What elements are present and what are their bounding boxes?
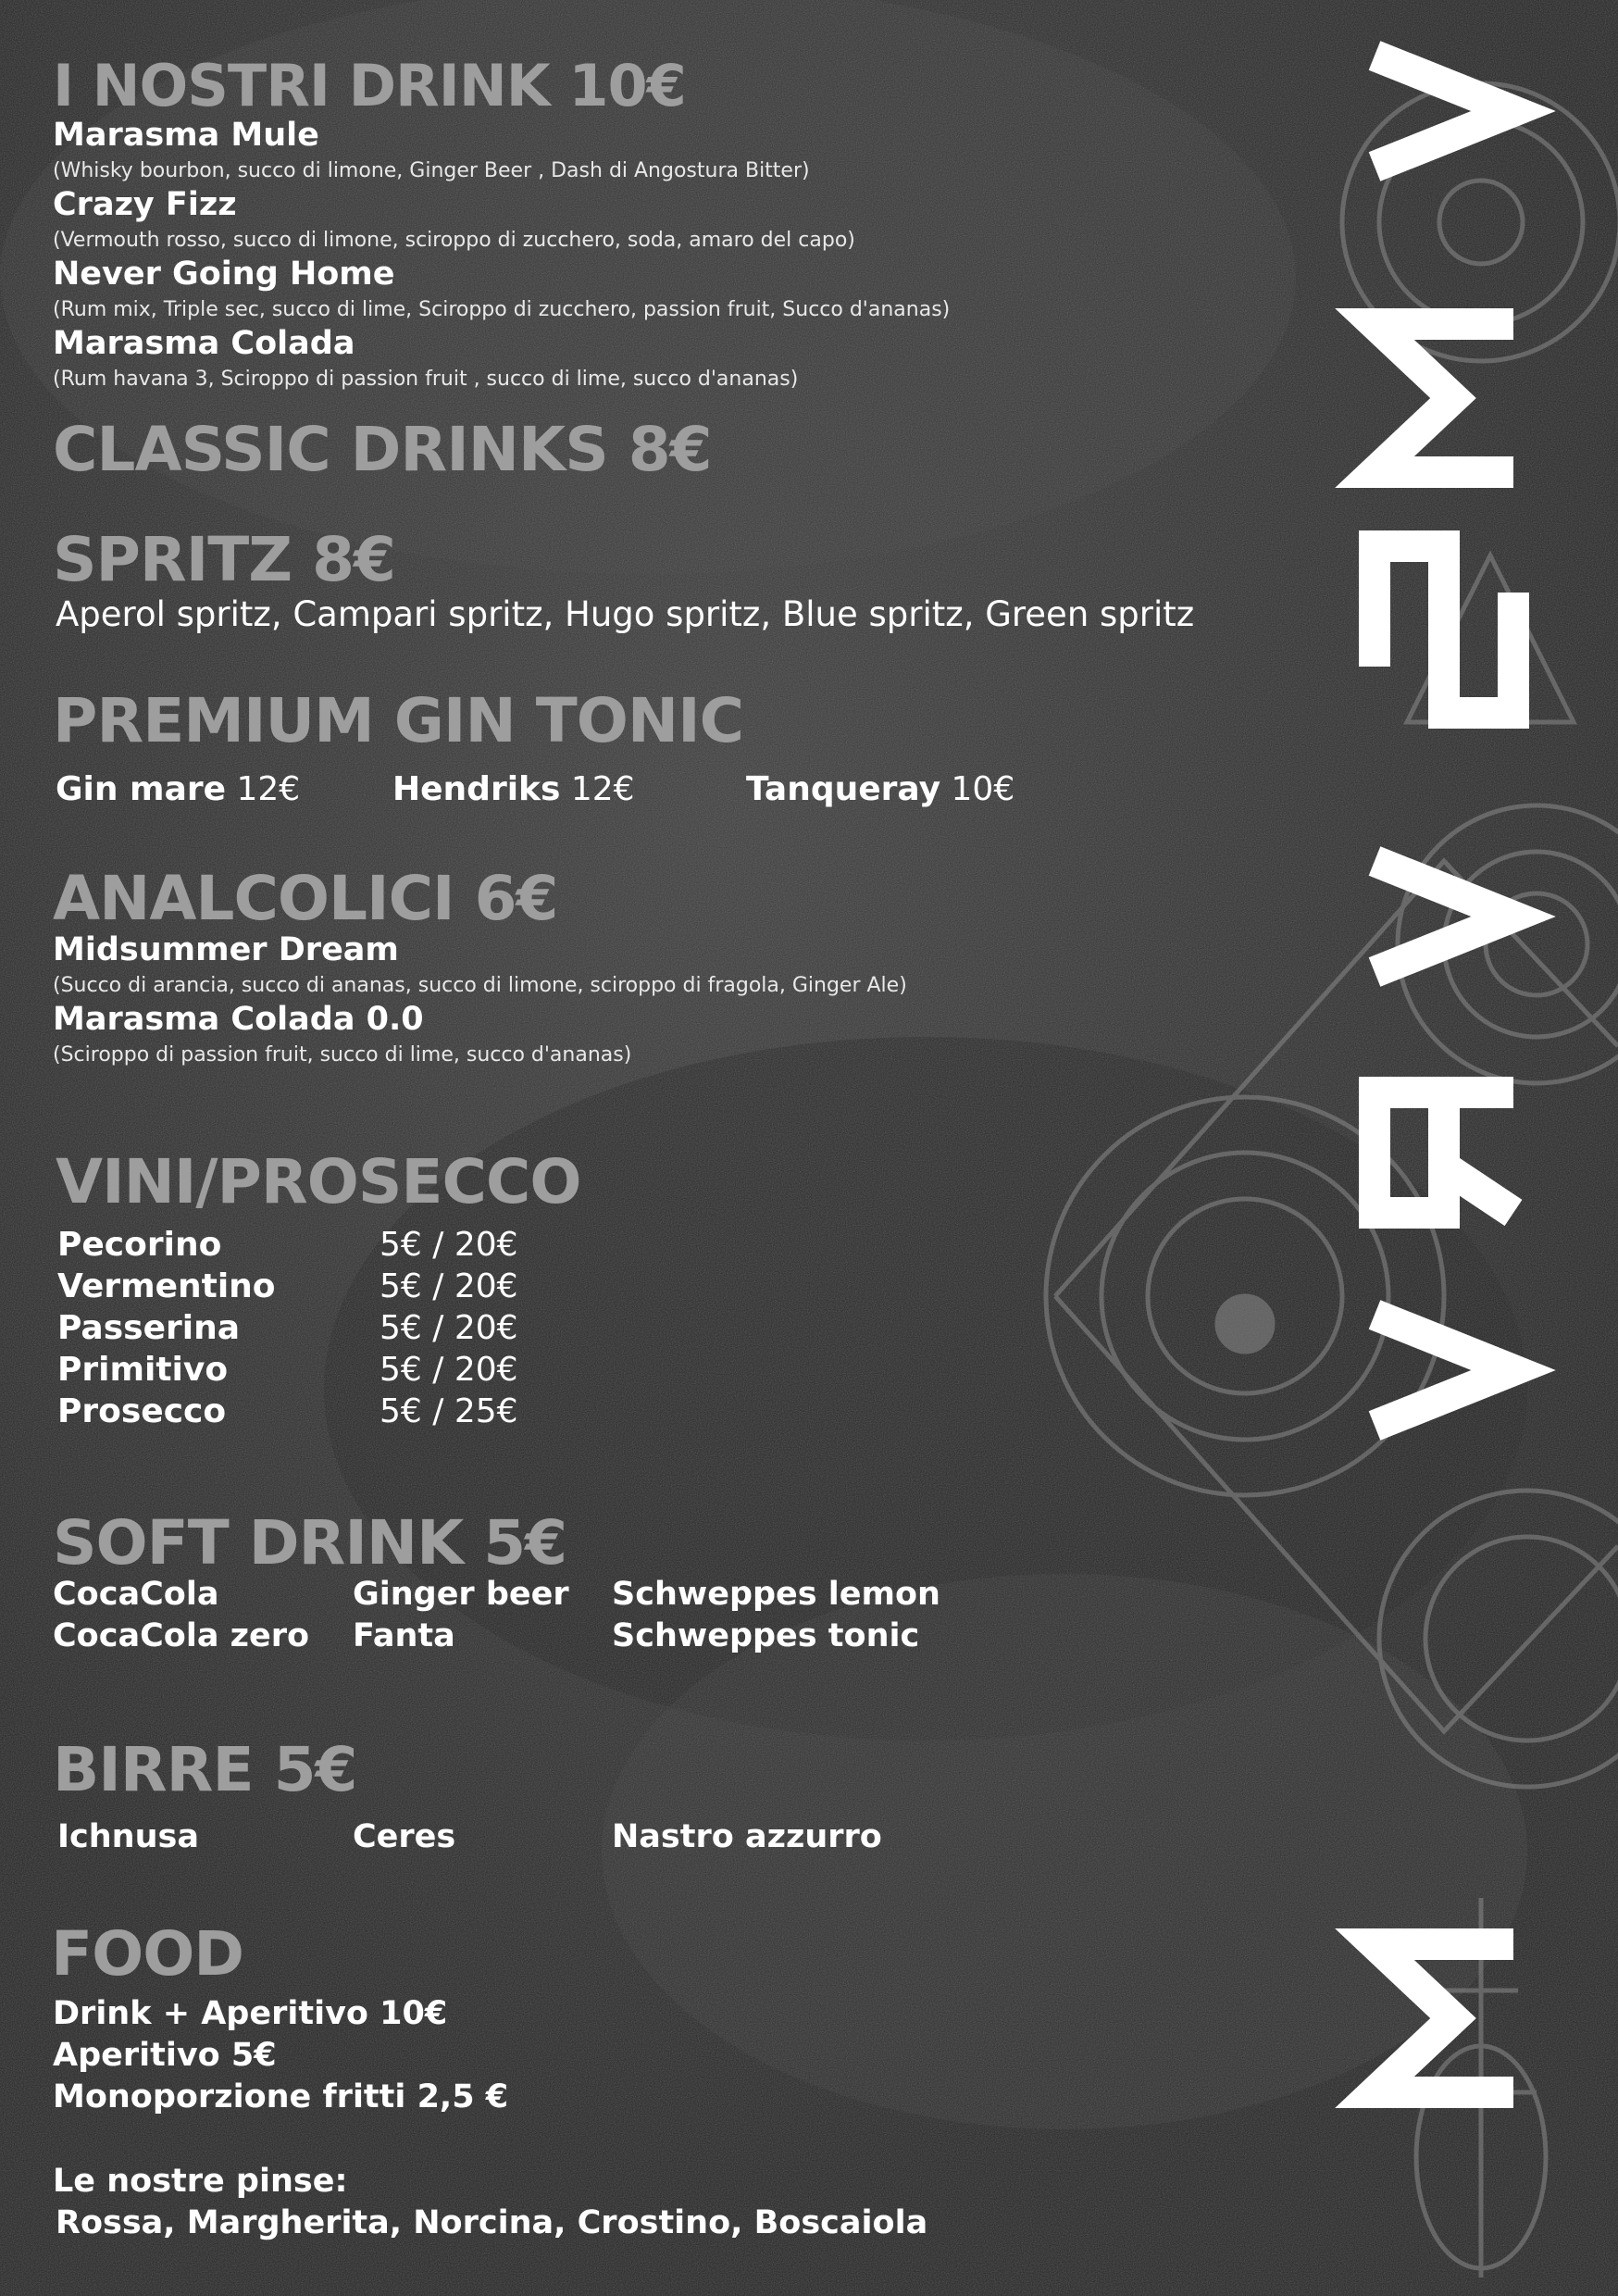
drink-description: (Sciroppo di passion fruit, succo di lime, succo d'ananas) — [53, 1043, 632, 1067]
section-title-classic-drinks: CLASSIC DRINKS 8€ — [53, 414, 712, 485]
soft-drink-col-1 — [53, 1574, 309, 1657]
section-title-premium-gin-tonic: PREMIUM GIN TONIC — [53, 685, 744, 756]
wine-name: Prosecco — [57, 1392, 227, 1430]
marasma-logo — [1351, 19, 1537, 2222]
drink-description: (Rum havana 3, Sciroppo di passion fruit , succo di lime, succo d'ananas) — [53, 368, 799, 391]
drink-name: Crazy Fizz — [53, 186, 237, 223]
section-title-analcolici: ANALCOLICI 6€ — [53, 863, 558, 934]
section-title-soft-drink: SOFT DRINK 5€ — [53, 1507, 567, 1578]
drink-name: Marasma Mule — [53, 117, 319, 154]
drink-description: (Succo di arancia, succo di ananas, succo di limone, sciroppo di fragola, Ginger Ale) — [53, 974, 907, 997]
wine-price: 5€ / 20€ — [380, 1351, 518, 1389]
drink-name: Midsummer Dream — [53, 931, 399, 968]
soft-drink-item: Fanta — [353, 1617, 455, 1654]
section-title-vini-prosecco: VINI/PROSECCO — [56, 1146, 581, 1217]
drink-name: Marasma Colada 0.0 — [53, 1001, 424, 1038]
section-title-birre: BIRRE 5€ — [53, 1734, 357, 1805]
wine-price: 5€ / 25€ — [380, 1392, 518, 1430]
wine-name: Pecorino — [57, 1226, 222, 1264]
soft-drink-item: Schweppes tonic — [612, 1617, 920, 1654]
soft-drink-col-2 — [353, 1574, 569, 1657]
soft-drink-col-3 — [612, 1574, 940, 1657]
section-title-nostri-drink: I NOSTRI DRINK 10€ — [53, 52, 686, 119]
beer-item: Ceres — [353, 1818, 456, 1855]
food-item: Aperitivo 5€ — [53, 2037, 277, 2074]
soft-drink-item: CocaCola — [53, 1576, 219, 1613]
drink-name: Never Going Home — [53, 256, 395, 293]
food-list — [53, 1993, 508, 2118]
spritz-list: Aperol spritz, Campari spritz, Hugo spritz, Blue spritz, Green spritz — [56, 594, 1195, 634]
wine-name: Primitivo — [57, 1351, 229, 1389]
gin-item: Hendriks 12€ — [392, 770, 635, 808]
beer-item: Ichnusa — [57, 1818, 199, 1855]
pinse-label: Le nostre pinse: — [53, 2163, 348, 2200]
soft-drink-item: Schweppes lemon — [612, 1576, 940, 1613]
wine-price: 5€ / 20€ — [380, 1309, 518, 1347]
wine-name: Passerina — [57, 1309, 240, 1347]
drink-description: (Rum mix, Triple sec, succo di lime, Sciroppo di zucchero, passion fruit, Succo d'ananas) — [53, 298, 951, 321]
beer-item: Nastro azzurro — [612, 1818, 882, 1855]
soft-drink-item: Ginger beer — [353, 1576, 569, 1613]
wine-price: 5€ / 20€ — [380, 1226, 518, 1264]
wine-prices — [380, 1224, 518, 1432]
food-item: Drink + Aperitivo 10€ — [53, 1995, 448, 2032]
drink-description: (Vermouth rosso, succo di limone, sciroppo di zucchero, soda, amaro del capo) — [53, 229, 855, 252]
drink-name: Marasma Colada — [53, 325, 355, 362]
pinse-list: Rossa, Margherita, Norcina, Crostino, Boscaiola — [56, 2204, 928, 2241]
section-title-food: FOOD — [51, 1918, 244, 1990]
drink-description: (Whisky bourbon, succo di limone, Ginger Beer , Dash di Angostura Bitter) — [53, 159, 810, 182]
food-item: Monoporzione fritti 2,5 € — [53, 2078, 509, 2115]
wine-name: Vermentino — [57, 1267, 276, 1305]
gin-item: Tanqueray 10€ — [746, 770, 1015, 808]
soft-drink-item: CocaCola zero — [53, 1617, 310, 1654]
wine-price: 5€ / 20€ — [380, 1267, 518, 1305]
wine-list — [57, 1224, 276, 1432]
gin-item: Gin mare 12€ — [56, 770, 301, 808]
section-title-spritz: SPRITZ 8€ — [53, 524, 395, 595]
